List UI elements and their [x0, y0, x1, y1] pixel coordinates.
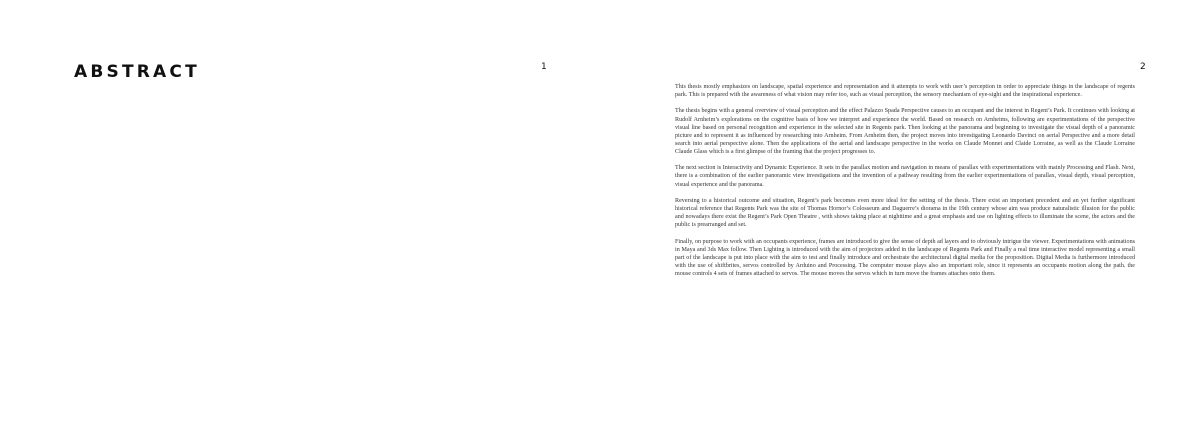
page-heading: ABSTRACT [74, 62, 200, 82]
abstract-paragraph-3: The next section is Interactivity and Dynamic Experience. It sets in the parallax motion and navigation in means of parallax with experimentations with mainly Processing and Flash. Next, there is a combination of the earlier panoramic view investigations and the invention of a pathway resulting from the earlier experimentations of parallax, visual depth, visual perception, visual experience and the panorama. [675, 165, 1135, 188]
abstract-paragraph-4: Reversing to a historical outcome and situation, Regent’s park becomes even more ideal for the setting of the thesis. There exist an important precedent and an yet further significant historical reference that Regents Park was the site of Thomas Hornor’s Colosseum and Daguerre’s diorama in the 19th century whose aim was produce naturalistic illusion for the public and nowadays there exist the Regent’s Park Open Theatre , with shows taking place at nighttime and a great emphasis and use on lighting effects to illuminate the scene, the actors and the public is prearranged and set. [675, 197, 1135, 229]
page-number-right: 2 [1140, 62, 1146, 72]
right-page [600, 0, 1200, 424]
abstract-paragraph-1: This thesis mostly emphasizes on landscape, spatial experience and representation and it attempts to work with user’s perception in order to appreciate things in the landscape of regents park. This is prepared with the awareness of what vision may refer too, such as visual perception, the sensory mechanism of eye-sight and the inspirational experience. [675, 84, 1135, 99]
abstract-paragraph-5: Finally, on purpose to work with an occupants experience, frames are introduced to give the sense of depth ad layers and to obviously intrigue the viewer. Experimentations with animations in Maya and 3ds Max follow. Then Lighting is introduced with the aim of projectors added in the landscape of Regents Park and Finally a real time interactive model representing a small part of the landscape is put into place with the aim to test and finally introduce and orchestrate the architectural digital media for the proposition. Digital Media is furthermore introduced with the use of shiftbrites, servos controlled by Arduino and Processing. The computer mouse plays also an important role, since it represents an occupants motion along the path. the mouse controls 4 sets of frames attached to servos. The mouse moves the servos which in turn move the frames attaches onto them. [675, 238, 1135, 277]
page-number-left: 1 [541, 62, 547, 72]
abstract-body [675, 83, 1135, 286]
abstract-paragraph-2: The thesis begins with a general overview of visual perception and the effect Palazzo Spada Perspective causes to an occupant and the interest in Regent’s Park. It continues with looking at Rudolf Arnheim’s explorations on the cognitive basis of how we interpret and experience the world. Based on research on Arnheims, following are experimentations of the perspective visual line based on personal recognition and experience in the selected site in Regents park. Then looking at the panorama and beginning to investigate the visual depth of a panoramic picture and to represent it as influenced by researching into Arnheim. From Arnheim then, the project moves into investigating Leonardo Davinci on aerial Perspective and a more detail search into aerial perspective alone. Then the applications of the aerial and landscape perspective in the works on Claude Monnet and Claide Lorraine, as well as the Claude Lorraine Claude Glass which is a first glimpse of the framing that the project progresses to. [675, 108, 1135, 155]
